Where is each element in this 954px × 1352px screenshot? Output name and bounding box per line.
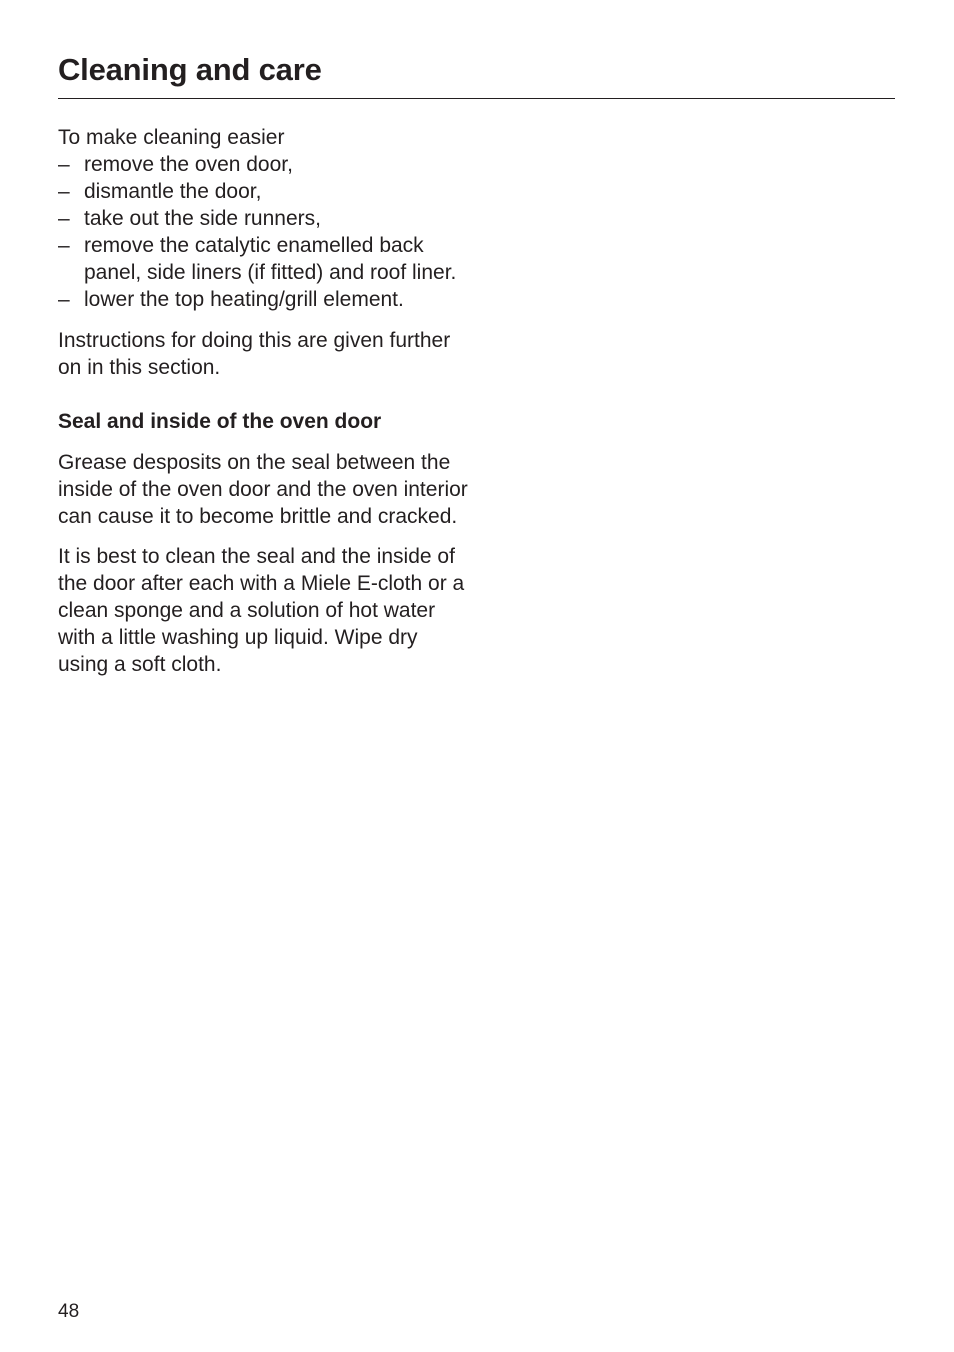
list-item xyxy=(58,151,468,178)
dash-bullet: – xyxy=(58,234,70,257)
dash-bullet: – xyxy=(58,288,70,311)
list-item-text: remove the oven door, xyxy=(84,153,293,176)
page-number: 48 xyxy=(58,1301,80,1322)
list-item xyxy=(58,205,468,232)
section-paragraph: It is best to clean the seal and the inside of the door after each with a Miele E-cloth or a clean sponge and a solution of hot water with a little washing up liquid. Wipe dry using a soft cloth. xyxy=(58,545,465,676)
dash-bullet: – xyxy=(58,153,70,176)
list-item xyxy=(58,286,468,313)
dash-bullet: – xyxy=(58,180,70,203)
instructions-note: Instructions for doing this are given further on in this section. xyxy=(58,329,451,379)
cleaning-steps-list xyxy=(58,151,468,313)
content-column xyxy=(58,124,468,691)
list-item-text: lower the top heating/grill element. xyxy=(84,288,404,311)
page-header xyxy=(58,50,895,99)
list-item-text: remove the catalytic enamelled back panel, side liners (if fitted) and roof liner. xyxy=(84,234,457,284)
list-item-text: take out the side runners, xyxy=(84,207,321,230)
list-item-text: dismantle the door, xyxy=(84,180,262,203)
intro-text: To make cleaning easier xyxy=(58,126,285,149)
list-item xyxy=(58,232,468,286)
dash-bullet: – xyxy=(58,207,70,230)
title-divider xyxy=(58,98,895,99)
list-item xyxy=(58,178,468,205)
section-heading: Seal and inside of the oven door xyxy=(58,410,382,433)
section-paragraph: Grease desposits on the seal between the inside of the oven door and the oven interior can cause it to become brittle and cracked. xyxy=(58,451,468,528)
page-title: Cleaning and care xyxy=(58,52,322,87)
